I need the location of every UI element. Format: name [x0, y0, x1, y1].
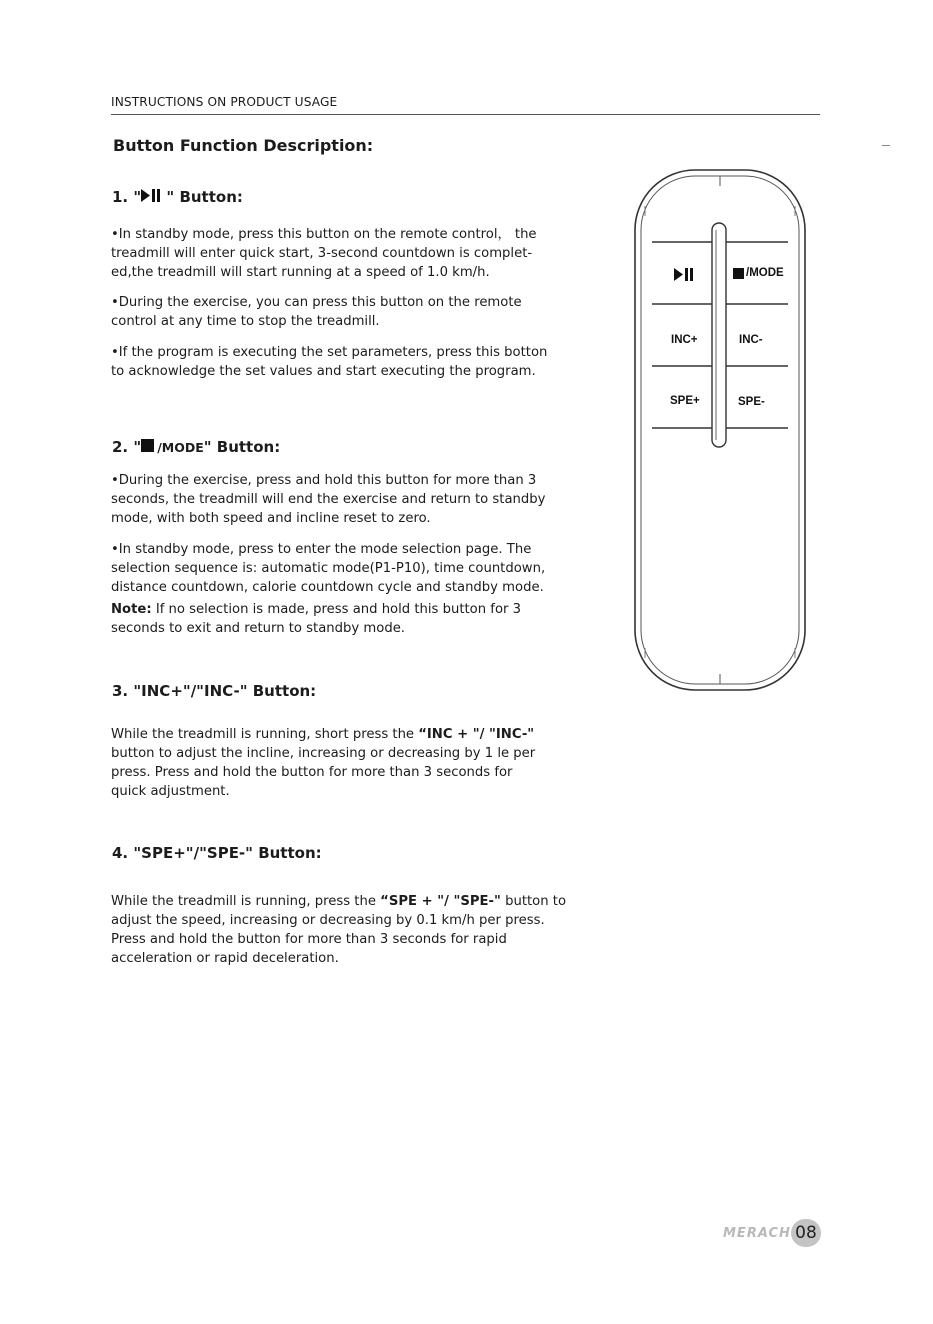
paragraph: While the treadmill is running, press the “SPE + "/ "SPE-" button to adjust the speed, increasing or decreasing by 0.1 km/h per press. Press and hold the button for more than 3 seconds for rapid acceleration or rapid deceleration. [111, 894, 567, 966]
paragraph: •During the exercise, press and hold this button for more than 3 seconds, the treadmill will end the exercise and return to standby mode, with both speed and incline reset to zero. [111, 473, 546, 526]
remote-inc-minus-label: INC- [739, 334, 763, 346]
heading-spe-buttons: 4. "SPE+"/"SPE-" Button: [112, 844, 322, 862]
margin-mark [882, 145, 890, 146]
remote-control-outline [632, 168, 808, 692]
remote-stop-icon [733, 268, 744, 279]
paragraph: •In standby mode, press this button on the remote control， the treadmill will enter quick start, 3-second countdown is complet- ed,the treadmill will start running at a speed of 1.0 km/h. [111, 227, 537, 280]
brand-logo: MERACH [723, 1226, 791, 1241]
remote-mode-label: /MODE [746, 267, 784, 279]
page-number: 08 [791, 1219, 821, 1247]
note-label: Note: [111, 602, 152, 617]
paragraph: While the treadmill is running, short press the “INC + "/ "INC-" button to adjust the incline, increasing or decreasing by 1 le per press. Press and hold the button for more than 3 seconds for quick adjustment. [111, 727, 536, 799]
header-divider [111, 114, 820, 115]
play-pause-icon [141, 189, 161, 202]
note-paragraph: Note: If no selection is made, press and hold this button for 3 seconds to exit and return to standby mode. [111, 602, 522, 636]
section-title: Button Function Description: [113, 136, 374, 155]
paragraph: •During the exercise, you can press this button on the remote control at any time to stop the treadmill. [111, 295, 522, 329]
remote-inc-plus-label: INC+ [671, 334, 698, 346]
remote-spe-minus-label: SPE- [738, 396, 765, 408]
remote-control-illustration [632, 168, 808, 692]
heading-inc-buttons: 3. "INC+"/"INC-" Button: [112, 682, 317, 700]
remote-spe-plus-label: SPE+ [670, 395, 700, 407]
page-header: INSTRUCTIONS ON PRODUCT USAGE [111, 95, 338, 109]
heading-play-pause-button: 1. " " Button: [112, 188, 243, 206]
stop-square-icon [141, 439, 154, 452]
paragraph: •If the program is executing the set parameters, press this botton to acknowledge the set values and start executing the program. [111, 345, 548, 379]
paragraph: •In standby mode, press to enter the mode selection page. The selection sequence is: automatic mode(P1-P10), time countdown, distance countdown, calorie countdown cycle and standby mode. [111, 542, 546, 595]
heading-stop-mode-button: 2. " /MODE" Button: [112, 438, 281, 456]
remote-play-pause-icon [674, 268, 693, 281]
